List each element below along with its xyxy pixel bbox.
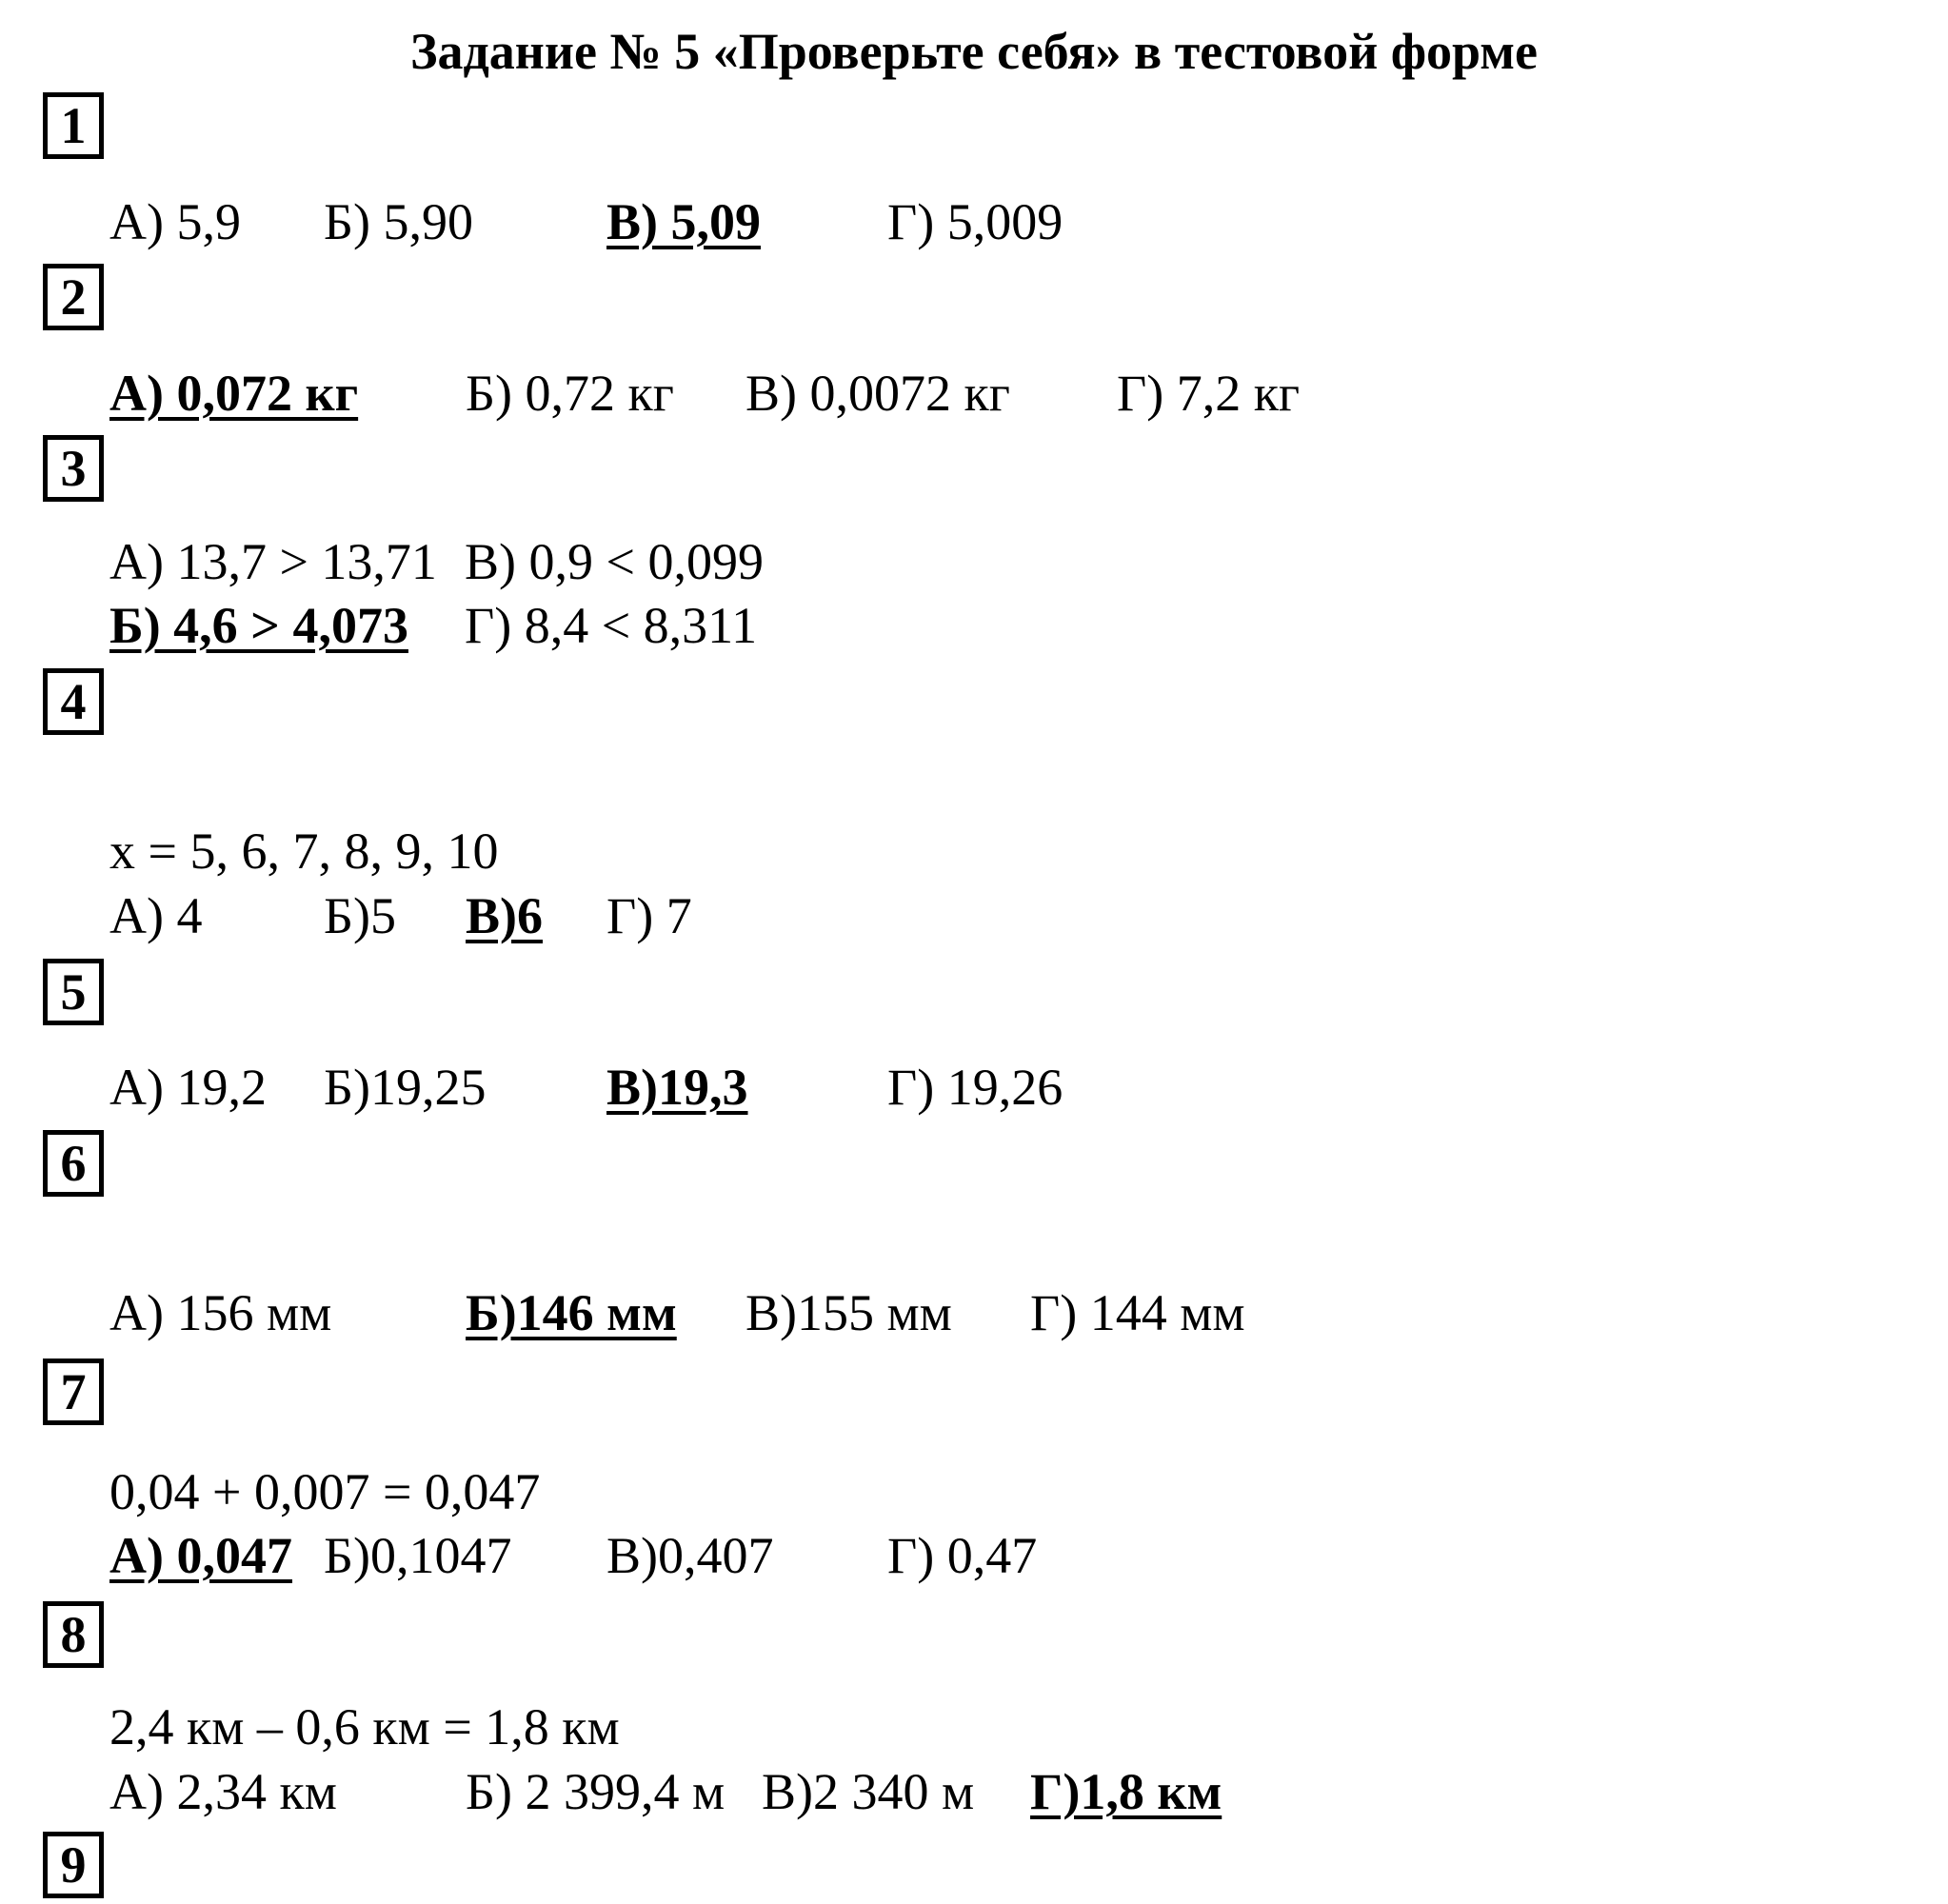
answer-option: А) 13,7 > 13,71 xyxy=(109,533,437,590)
answer-option-correct: В)6 xyxy=(466,887,543,944)
page-title: Задание № 5 «Проверьте себя» в тестовой форме xyxy=(409,23,1539,80)
answer-option: Г) 19,26 xyxy=(887,1059,1063,1116)
answer-option: В)2 340 м xyxy=(762,1763,975,1820)
answer-option: В)155 мм xyxy=(745,1284,952,1341)
answer-option: В) 0,0072 кг xyxy=(745,365,1010,422)
answer-option-correct: Б) 4,6 > 4,073 xyxy=(109,597,408,654)
question-number-box: 6 xyxy=(43,1130,104,1197)
question-number-box: 2 xyxy=(43,264,104,330)
answer-option: Б)0,1047 xyxy=(324,1527,512,1584)
answer-option: В)0,407 xyxy=(606,1527,774,1584)
answer-option: Б) 2 399,4 м xyxy=(466,1763,726,1820)
question-number-box: 5 xyxy=(43,959,104,1025)
answer-option: Г) 7 xyxy=(606,887,692,944)
question-number-box: 3 xyxy=(43,435,104,502)
question-line: x = 5, 6, 7, 8, 9, 10 xyxy=(109,823,499,880)
answer-option-correct: В)19,3 xyxy=(606,1059,748,1116)
answer-option: Б) 5,90 xyxy=(324,193,473,250)
answer-option-correct: А) 0,047 xyxy=(109,1527,292,1584)
answer-option: Г) 8,4 < 8,311 xyxy=(465,597,758,654)
answer-option-correct: Б)146 мм xyxy=(466,1284,677,1341)
answer-option: Г) 5,009 xyxy=(887,193,1063,250)
question-line: 2,4 км – 0,6 км = 1,8 км xyxy=(109,1698,620,1755)
answer-option: Б) 0,72 кг xyxy=(466,365,674,422)
answer-option: А) 156 мм xyxy=(109,1284,332,1341)
question-number-box: 8 xyxy=(43,1601,104,1668)
answer-option-correct: В) 5,09 xyxy=(606,193,761,250)
answer-option: А) 19,2 xyxy=(109,1059,267,1116)
answer-option: В) 0,9 < 0,099 xyxy=(465,533,764,590)
answer-option-correct: Г)1,8 км xyxy=(1030,1763,1222,1820)
question-number-box: 4 xyxy=(43,668,104,735)
question-number-box: 9 xyxy=(43,1832,104,1898)
answer-option: Г) 0,47 xyxy=(887,1527,1038,1584)
answer-option: А) 5,9 xyxy=(109,193,241,250)
answer-option: Г) 144 мм xyxy=(1030,1284,1245,1341)
question-number-box: 1 xyxy=(43,92,104,159)
answer-option: Б)19,25 xyxy=(324,1059,487,1116)
answer-option: Б)5 xyxy=(324,887,396,944)
question-number-box: 7 xyxy=(43,1359,104,1425)
answer-option: А) 2,34 км xyxy=(109,1763,337,1820)
question-line: 0,04 + 0,007 = 0,047 xyxy=(109,1463,541,1520)
answer-option: А) 4 xyxy=(109,887,203,944)
answer-option-correct: А) 0,072 кг xyxy=(109,365,359,422)
answer-option: Г) 7,2 кг xyxy=(1117,365,1301,422)
